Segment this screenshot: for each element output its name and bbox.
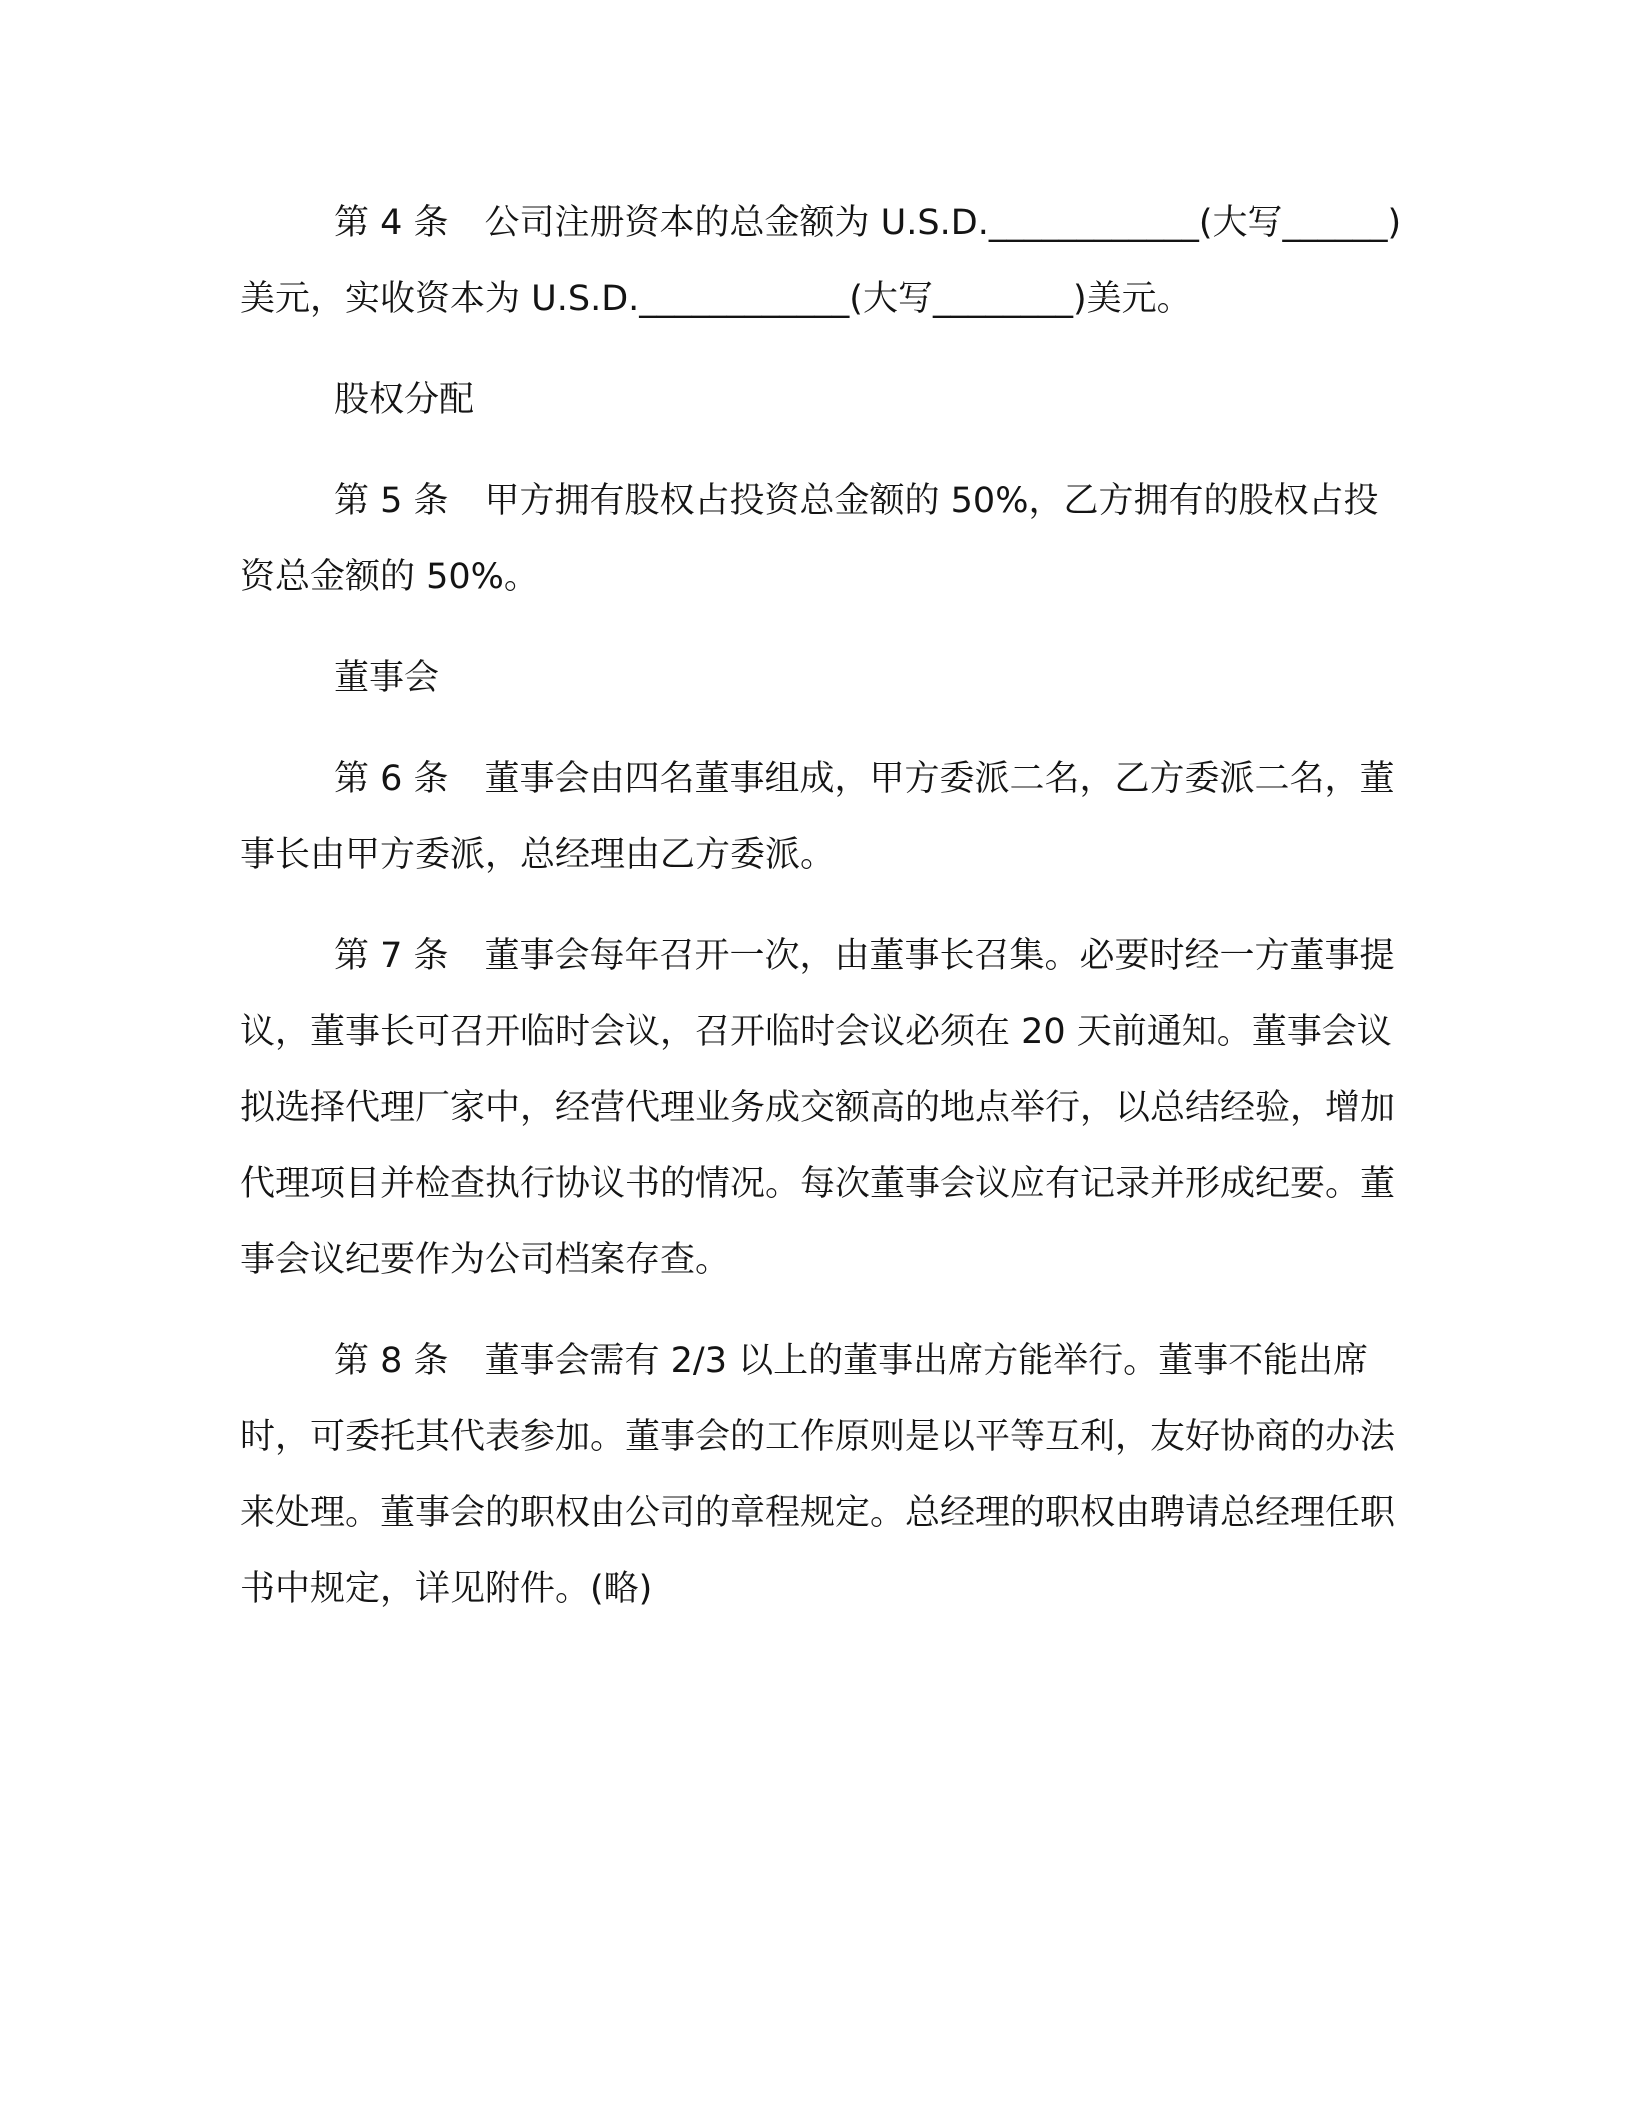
article-8 — [240, 1323, 1405, 1627]
article-6 — [240, 741, 1405, 893]
article-number: 第 7 条 — [334, 936, 449, 976]
article-number: 第 8 条 — [334, 1341, 449, 1381]
section-heading-text: 股权分配 — [334, 380, 475, 420]
article-text: 公司注册资本的总金额为 U.S.D.____________(大写______)美元，实收资本为 U.S.D.____________(大写________)美元。 — [240, 203, 1402, 319]
article-number: 第 6 条 — [334, 759, 449, 799]
article-text: 董事会由四名董事组成，甲方委派二名，乙方委派二名，董事长由甲方委派，总经理由乙方委派。 — [240, 759, 1395, 875]
article-text: 甲方拥有股权占投资总金额的 50%，乙方拥有的股权占投资总金额的 50%。 — [240, 481, 1379, 597]
article-4 — [240, 185, 1405, 337]
section-heading-board — [240, 640, 1405, 716]
article-text: 董事会需有 2/3 以上的董事出席方能举行。董事不能出席时，可委托其代表参加。董事会的工作原则是以平等互利，友好协商的办法来处理。董事会的职权由公司的章程规定。总经理的职权由聘请总经理任职书中规定，详见附件。(略) — [240, 1341, 1396, 1609]
article-7 — [240, 918, 1405, 1298]
section-heading-equity — [240, 362, 1405, 438]
article-5 — [240, 463, 1405, 615]
article-number: 第 5 条 — [334, 481, 449, 521]
article-text: 董事会每年召开一次，由董事长召集。必要时经一方董事提议，董事长可召开临时会议，召开临时会议必须在 20 天前通知。董事会议拟选择代理厂家中，经营代理业务成交额高的地点举行，以总结经验，增加代理项目并检查执行协议书的情况。每次董事会议应有记录并形成纪要。董事会议纪要作为公司档案存查。 — [240, 936, 1396, 1280]
section-heading-text: 董事会 — [334, 658, 440, 698]
article-number: 第 4 条 — [334, 203, 449, 243]
document-body — [240, 185, 1405, 1652]
